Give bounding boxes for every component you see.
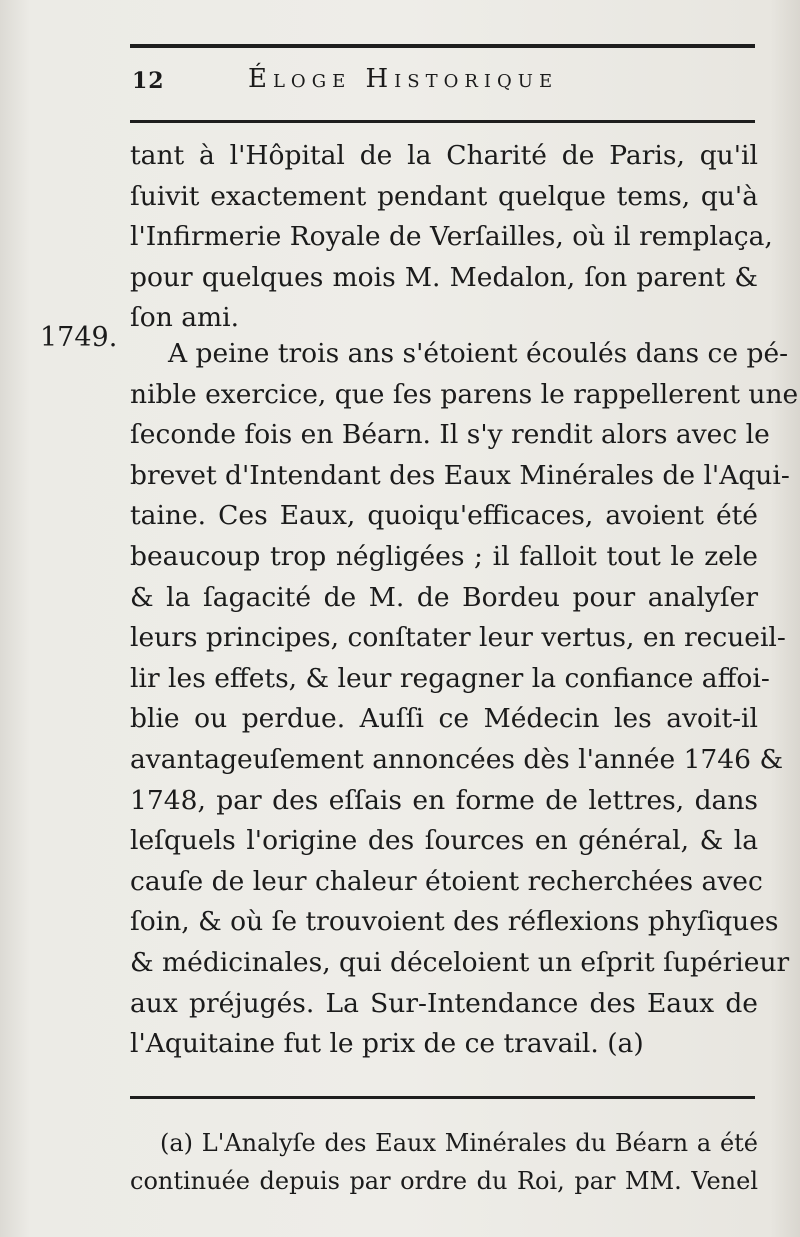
running-title: Éloge Historique bbox=[248, 64, 559, 94]
text-line: leſquels l'origine des ſources en général, & la bbox=[130, 825, 758, 857]
margin-year-note: 1749. bbox=[40, 322, 118, 353]
paragraph-2 bbox=[130, 334, 799, 1065]
footnote-line: (a) L'Analyſe des Eaux Minérales du Béarn a été bbox=[160, 1129, 758, 1157]
text-line: blie ou perdue. Auſſi ce Médecin les avoit-il bbox=[130, 703, 758, 735]
text-line: ſuivit exactement pendant quelque tems, qu'à bbox=[130, 180, 758, 212]
text-line: ſoin, & où ſe trouvoient des réflexions phyſiques bbox=[130, 906, 779, 938]
text-line: taine. Ces Eaux, quoiqu'efficaces, avoient été bbox=[130, 500, 758, 532]
text-line: avantageuſement annoncées dès l'année 1746 & bbox=[130, 743, 784, 775]
text-line: & médicinales, qui déceloient un eſprit ſupérieur bbox=[130, 946, 790, 978]
text-line: brevet d'Intendant des Eaux Minérales de l'Aqui- bbox=[130, 459, 790, 491]
text-line: leurs principes, conſtater leur vertus, en recueil- bbox=[130, 622, 786, 654]
text-line: tant à l'Hôpital de la Charité de Paris, qu'il bbox=[130, 140, 758, 171]
header-bottom-rule bbox=[130, 120, 755, 123]
text-line: lir les effets, & leur regagner la confiance affoi- bbox=[130, 662, 770, 694]
page-number: 12 bbox=[132, 68, 165, 94]
text-line: l'Infirmerie Royale de Verſailles, où il remplaça, bbox=[130, 221, 773, 253]
text-line: beaucoup trop négligées ; il falloit tout le zele bbox=[130, 540, 758, 572]
paragraph-1 bbox=[130, 136, 773, 339]
text-line: 1748, par des eſſais en forme de lettres, dans bbox=[130, 784, 758, 816]
text-line: ſon ami. bbox=[130, 302, 240, 334]
text-line: A peine trois ans s'étoient écoulés dans ce pé- bbox=[168, 338, 789, 369]
footnote-line: continuée depuis par ordre du Roi, par MM. Venel bbox=[130, 1167, 758, 1195]
text-line: cauſe de leur chaleur étoient recherchées avec bbox=[130, 865, 763, 897]
text-line: ſeconde fois en Béarn. Il s'y rendit alors avec le bbox=[130, 419, 770, 451]
text-line: aux préjugés. La Sur-Intendance des Eaux de bbox=[130, 987, 758, 1019]
text-line: nible exercice, que ſes parens le rappellerent une bbox=[130, 378, 799, 410]
text-line: pour quelques mois M. Medalon, ſon parent & bbox=[130, 261, 758, 293]
footnote bbox=[130, 1124, 758, 1200]
footnote-rule bbox=[130, 1096, 755, 1099]
text-line: & la ſagacité de M. de Bordeu pour analyſer bbox=[130, 581, 758, 613]
header-top-rule bbox=[130, 44, 755, 48]
text-line: l'Aquitaine fut le prix de ce travail. (a) bbox=[130, 1028, 644, 1060]
